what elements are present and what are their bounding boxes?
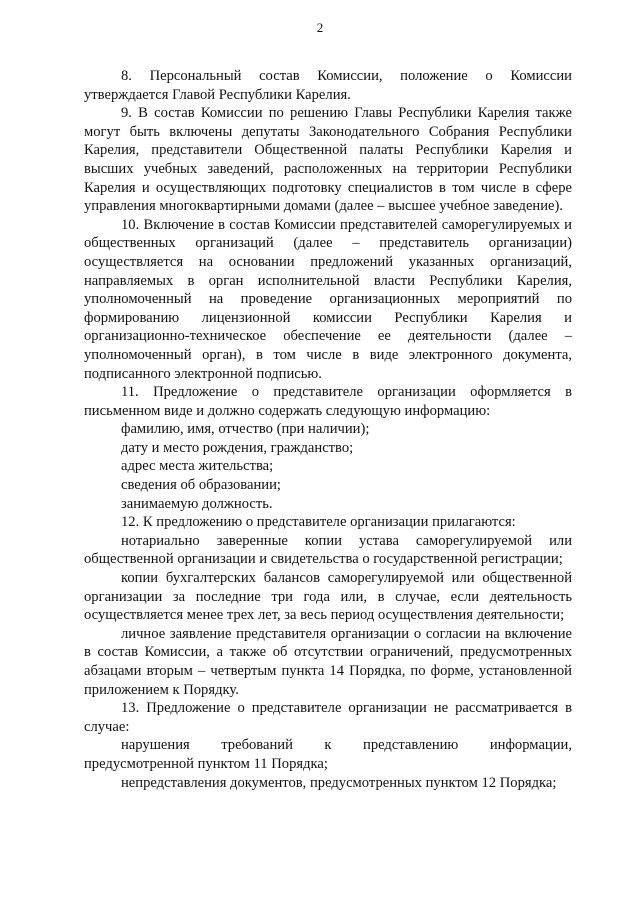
list-item-birth: дату и место рождения, гражданство;	[121, 439, 354, 456]
list-item-personal-statement: личное заявление представителя организации о согласии на включение в состав Комиссии, а также об отсутствии ограничений, предусмотренных абзацами вторым – четвертым пункта 14 Порядка, по форме, установленной приложением к Порядку.	[84, 625, 572, 698]
list-item-position: занимаемую должность.	[121, 495, 273, 512]
paragraph-9: 9. В состав Комиссии по решению Главы Республики Карелия также могут быть включены депутаты Законодательного Собрания Республики Карелия, представители Общественной палаты Республики Карелия и высших учебных заведений, расположенных на территории Республики Карелия и осуществляющих подготовку специалистов в том числе в сфере управления многоквартирными домами (далее – высшее учебное заведение).	[84, 105, 572, 215]
paragraph-12: 12. К предложению о представителе организации прилагаются:	[121, 514, 516, 531]
document-body	[84, 67, 572, 792]
page-number: 2	[316, 20, 324, 35]
list-item-info-violation: нарушения требований к представлению информации, предусмотренной пунктом 11 Порядка;	[84, 737, 572, 772]
paragraph-11: 11. Предложение о представителе организации оформляется в письменном виде и должно содержать следующую информацию:	[84, 384, 572, 419]
list-item-charter-copies: нотариально заверенные копии устава саморегулируемой или общественной организации и свидетельства о государственной регистрации;	[84, 532, 572, 568]
paragraph-10: 10. Включение в состав Комиссии представителей саморегулируемых и общественных организаций (далее – представитель организации) осуществляется на основании предложений указанных организаций, направляемых в орган исполнительной власти Республики Карелия, уполномоченный на проведение организационных мероприятий по формированию лицензионной комиссии Республики Карелия и организационно-техническое обеспечение ее деятельности (далее – уполномоченный орган), в том числе в виде электронного документа, подписанного электронной подписью.	[84, 216, 572, 382]
paragraph-13: 13. Предложение о представителе организации не рассматривается в случае:	[84, 700, 572, 735]
list-item-missing-documents: непредставления документов, предусмотренных пунктом 12 Порядка;	[121, 774, 557, 791]
list-item-balance-copies: копии бухгалтерских балансов саморегулируемой или общественной организации за последние три года или, в случае, если деятельность осуществляется менее трех лет, за весь период осуществления деятельности;	[84, 570, 572, 624]
paragraph-8: 8. Персональный состав Комиссии, положение о Комиссии утверждается Главой Республики Карелия.	[84, 68, 572, 103]
list-item-address: адрес места жительства;	[121, 458, 274, 475]
list-item-education: сведения об образовании;	[121, 477, 281, 494]
list-item-full-name: фамилию, имя, отчество (при наличии);	[121, 421, 370, 438]
